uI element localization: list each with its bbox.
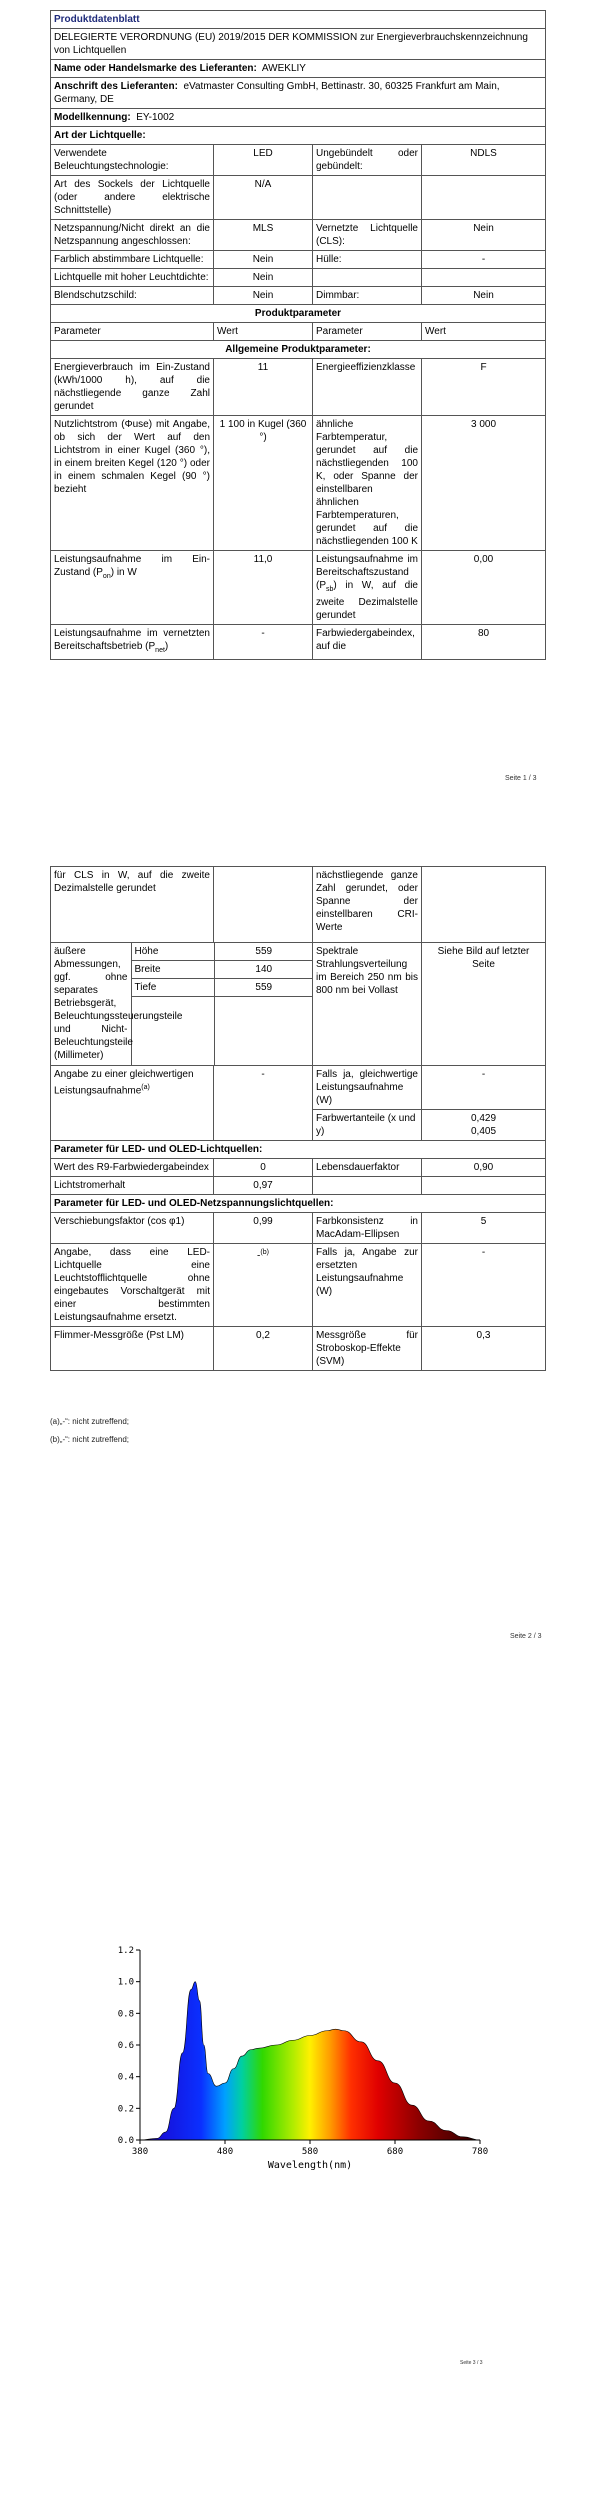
dim-value: 559	[214, 979, 313, 997]
row-label: Hülle:	[313, 251, 422, 269]
col-header-param: Parameter	[313, 323, 422, 341]
power-on-label-text: Leistungsaufnahme im Ein-Zustand (P	[54, 554, 210, 578]
x-tick-label: 380	[131, 2147, 149, 2157]
svm-value: 0,3	[422, 1326, 546, 1370]
param-row	[51, 943, 546, 1066]
dims-table	[51, 943, 313, 1065]
row-value: N/A	[214, 176, 313, 220]
page-number: Seite 2 / 3	[510, 1633, 542, 1640]
address-label: Anschrift des Lieferanten:	[54, 81, 178, 92]
x-tick-label: 480	[216, 2147, 234, 2157]
model-label: Modellkennung:	[54, 112, 131, 123]
row-label: Lichtquelle mit hoher Leuchtdichte:	[51, 269, 214, 287]
x-tick-label: 680	[386, 2147, 404, 2157]
replace-w-value: -	[422, 1243, 546, 1326]
life-label: Lebensdauerfaktor	[313, 1158, 422, 1176]
standby-value: 0,00	[422, 551, 546, 625]
spectrum-chart	[100, 1940, 500, 2180]
x-axis-label: Wavelength(nm)	[267, 2160, 353, 2171]
dim-name: Tiefe	[131, 979, 214, 997]
x-tick-label: 780	[471, 2147, 489, 2157]
net-standby-label-text: )	[164, 641, 169, 652]
spectral-label: Spektrale Strahlungsverteilung im Bereich 250 nm bis 800 nm bei Vollast	[313, 943, 422, 1066]
light-source-type-heading: Art der Lichtquelle:	[51, 127, 546, 145]
power-on-value: 11,0	[214, 551, 313, 625]
chroma-values	[422, 1109, 546, 1140]
cct-label: ähnliche Farbtemperatur, gerundet auf die nächstliegenden 100 K, oder Spanne der einstellbaren ähnlichen Farbtemperaturen, gerundet auf die nächstliegenden 100 K	[313, 416, 422, 551]
eff-class-value: F	[422, 359, 546, 416]
dims-cell	[51, 943, 313, 1066]
row-value	[422, 176, 546, 220]
param-row	[51, 1212, 546, 1243]
row-label: Netzspannung/Nicht direkt an die Netzspannung angeschlossen:	[51, 220, 214, 251]
standby-label	[313, 551, 422, 625]
cri-label-cont: nächstliegende ganze Zahl gerundet, oder Spanne der einstellbaren CRI-Werte	[313, 867, 422, 943]
replace-sup: (b)	[260, 1248, 269, 1256]
trademark-row	[51, 60, 546, 78]
equiv-sup: (a)	[141, 1083, 150, 1091]
net-standby-label	[51, 625, 214, 660]
net-standby-label-sub: net	[155, 647, 165, 654]
spectrum-area	[140, 1982, 480, 2140]
svm-label: Messgröße für Stroboskop-Effekte (SVM)	[313, 1326, 422, 1370]
row-value: LED	[214, 145, 313, 176]
row-value: NDLS	[422, 145, 546, 176]
r9-label: Wert des R9-Farbwiedergabeindex	[51, 1158, 214, 1176]
datasheet-table-page2	[50, 866, 546, 1371]
param-row	[51, 867, 546, 943]
type-row	[51, 287, 546, 305]
param-row	[51, 1243, 546, 1326]
param-row	[51, 1065, 546, 1109]
empty-cell	[214, 997, 313, 1065]
model-row	[51, 109, 546, 127]
macadam-label: Farbkonsistenz in MacAdam-Ellipsen	[313, 1212, 422, 1243]
regulation-text: DELEGIERTE VERORDNUNG (EU) 2019/2015 DER KOMMISSION zur Energieverbrauchskennzeichnung von Lichtquellen	[51, 29, 546, 60]
dim-name: Höhe	[131, 943, 214, 961]
led-params-heading: Parameter für LED- und OLED-Lichtquellen:	[51, 1140, 546, 1158]
flicker-label: Flimmer-Messgröße (Pst LM)	[51, 1326, 214, 1370]
equiv-label	[51, 1065, 214, 1140]
trademark-label: Name oder Handelsmarke des Lieferanten:	[54, 63, 257, 74]
y-tick-label: 0.6	[117, 2041, 134, 2051]
col-header-value: Wert	[422, 323, 546, 341]
energy-label: Energieverbrauch im Ein-Zustand (kWh/1000 h), auf die nächstliegende ganze Zahl gerundet	[51, 359, 214, 416]
row-label: Ungebündelt oder gebündelt:	[313, 145, 422, 176]
param-row	[51, 359, 546, 416]
lumen-value: 0,97	[214, 1176, 313, 1194]
flux-label: Nutzlichtstrom (Φuse) mit Angabe, ob sich der Wert auf den Lichtstrom in einer Kugel (360 °), in einem breiten Kegel (120 °) oder in einem schmalen Kegel (90 °) bezieht	[51, 416, 214, 551]
equiv-w-label: Falls ja, gleichwertige Leistungsaufnahme (W)	[313, 1065, 422, 1109]
lumen-label: Lichtstromerhalt	[51, 1176, 214, 1194]
replace-label: Angabe, dass eine LED-Lichtquelle eine Leuchtstofflichtquelle ohne eingebautes Vorschaltgerät mit einer bestimmten Leistungsaufnahme ersetzt.	[51, 1243, 214, 1326]
y-tick-label: 0.0	[117, 2136, 134, 2146]
net-standby-label-text: Leistungsaufnahme im vernetzten Bereitschaftsbetrieb (P	[54, 628, 210, 652]
model-value: EY-1002	[136, 112, 175, 123]
row-label: Blendschutzschild:	[51, 287, 214, 305]
net-standby-label-cont: für CLS in W, auf die zweite Dezimalstelle gerundet	[51, 867, 214, 943]
dim-name: Breite	[131, 961, 214, 979]
page-number: Seite 1 / 3	[505, 775, 537, 782]
page-2	[0, 790, 591, 1660]
page-number: Seite 3 / 3	[460, 2360, 483, 2366]
macadam-value: 5	[422, 1212, 546, 1243]
page-1	[0, 0, 591, 790]
x-tick-label: 580	[301, 2147, 319, 2157]
param-row	[51, 625, 546, 660]
spectral-value: Siehe Bild auf letzter Seite	[422, 943, 546, 1066]
footnote-a: (a)„-“: nicht zutreffend;	[50, 1417, 129, 1426]
power-on-label-text: ) in W	[110, 567, 137, 578]
type-row	[51, 251, 546, 269]
empty-cell	[214, 867, 313, 943]
equiv-value: -	[214, 1065, 313, 1140]
row-value: Nein	[214, 251, 313, 269]
param-row	[51, 1176, 546, 1194]
empty-cell	[422, 867, 546, 943]
row-value	[422, 269, 546, 287]
replace-value-text: -	[257, 1249, 261, 1261]
cri-value: 80	[422, 625, 546, 660]
dim-value: 559	[214, 943, 313, 961]
chroma-label: Farbwertanteile (x und y)	[313, 1109, 422, 1140]
empty-cell	[131, 997, 214, 1065]
standby-label-text: Leistungsaufnahme im Bereitschaftszustand (P	[316, 554, 418, 591]
dim-value: 140	[214, 961, 313, 979]
row-label: Art des Sockels der Lichtquelle (oder andere elektrische Schnittstelle)	[51, 176, 214, 220]
flicker-value: 0,2	[214, 1326, 313, 1370]
param-row	[51, 1326, 546, 1370]
dims-label: äußere Abmessungen, ggf. ohne separates Betriebsgerät, Beleuchtungssteuerungsteile und Nicht-Beleuchtungsteile (Millimeter)	[51, 943, 131, 1065]
general-params-heading: Allgemeine Produktparameter:	[51, 341, 546, 359]
row-value: Nein	[214, 269, 313, 287]
param-row	[51, 1158, 546, 1176]
type-row	[51, 176, 546, 220]
row-label: Dimmbar:	[313, 287, 422, 305]
empty-cell	[313, 1176, 422, 1194]
type-row	[51, 145, 546, 176]
power-on-label	[51, 551, 214, 625]
row-value: Nein	[214, 287, 313, 305]
trademark-value: AWEKLIY	[261, 63, 306, 74]
empty-cell	[422, 1176, 546, 1194]
power-on-label-sub: on	[102, 573, 111, 580]
datasheet-table-page1	[50, 10, 546, 660]
y-tick-label: 1.0	[117, 1977, 134, 1988]
equiv-w-value: -	[422, 1065, 546, 1109]
replace-value	[214, 1243, 313, 1326]
life-value: 0,90	[422, 1158, 546, 1176]
chroma-x: 0,429	[470, 1112, 497, 1124]
cct-value: 3 000	[422, 416, 546, 551]
equiv-label-text: Angabe zu einer gleichwertigen Leistungsaufnahme	[54, 1068, 194, 1096]
r9-value: 0	[214, 1158, 313, 1176]
param-row	[51, 416, 546, 551]
y-tick-label: 0.8	[117, 2009, 134, 2020]
type-row	[51, 269, 546, 287]
row-value: -	[422, 251, 546, 269]
replace-w-label: Falls ja, Angabe zur ersetzten Leistungsaufnahme (W)	[313, 1243, 422, 1326]
param-row	[51, 551, 546, 625]
col-header-value: Wert	[214, 323, 313, 341]
row-label: Vernetzte Lichtquelle (CLS):	[313, 220, 422, 251]
y-tick-label: 0.4	[117, 2072, 134, 2083]
row-value: Nein	[422, 220, 546, 251]
chroma-y: 0,405	[470, 1125, 497, 1137]
column-header-row	[51, 323, 546, 341]
row-value: Nein	[422, 287, 546, 305]
cri-label: Farbwiedergabeindex, auf die	[313, 625, 422, 660]
col-header-param: Parameter	[51, 323, 214, 341]
product-params-heading: Produktparameter	[51, 305, 546, 323]
y-tick-label: 1.2	[117, 1946, 134, 1956]
row-label	[313, 269, 422, 287]
row-label: Farblich abstimmbare Lichtquelle:	[51, 251, 214, 269]
row-value: MLS	[214, 220, 313, 251]
net-standby-value: -	[214, 625, 313, 660]
flux-value: 1 100 in Kugel (360 °)	[214, 416, 313, 551]
standby-label-text: ) in W, auf die zweite Dezimalstelle gerundet	[316, 580, 418, 621]
standby-label-sub: sb	[326, 586, 334, 593]
type-row	[51, 220, 546, 251]
cos-label: Verschiebungsfaktor (cos φ1)	[51, 1212, 214, 1243]
y-tick-label: 0.2	[117, 2104, 134, 2115]
address-value: eVatmaster Consulting GmbH, Bettinastr. 30, 60325 Frankfurt am Main, Germany, DE	[54, 81, 500, 105]
mains-params-heading: Parameter für LED- und OLED-Netzspannungslichtquellen:	[51, 1194, 546, 1212]
eff-class-label: Energieeffizienzklasse	[313, 359, 422, 416]
page-title: Produktdatenblatt	[51, 11, 546, 29]
row-label: Verwendete Beleuchtungstechnologie:	[51, 145, 214, 176]
row-label	[313, 176, 422, 220]
energy-value: 11	[214, 359, 313, 416]
address-row	[51, 78, 546, 109]
cos-value: 0,99	[214, 1212, 313, 1243]
footnote-b: (b)„-“: nicht zutreffend;	[50, 1435, 129, 1444]
spectrum-chart-svg	[100, 1940, 500, 2180]
